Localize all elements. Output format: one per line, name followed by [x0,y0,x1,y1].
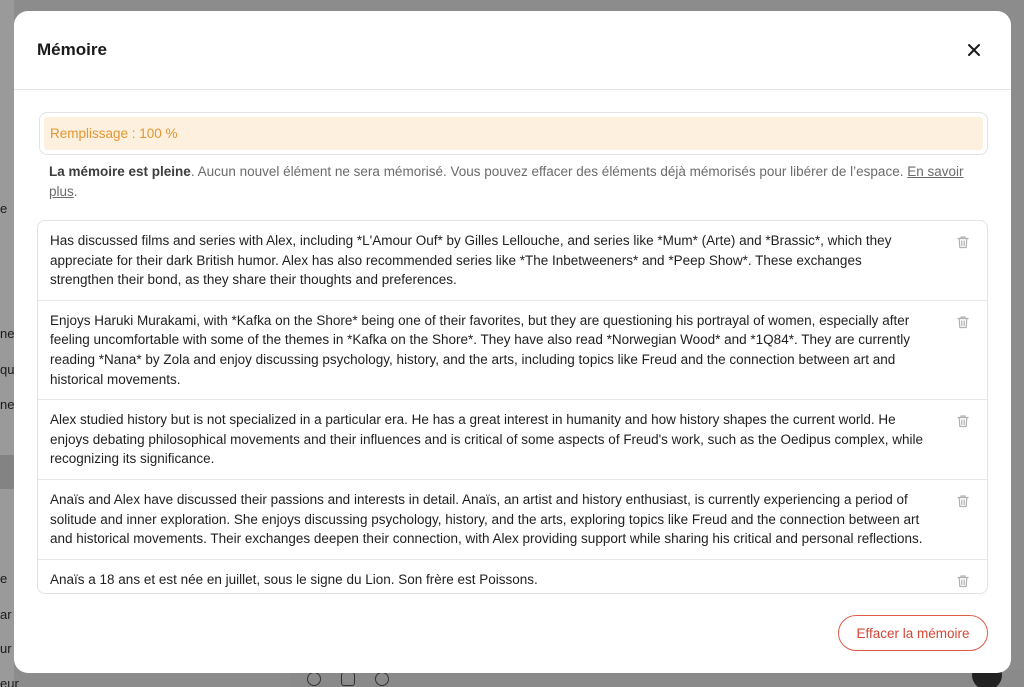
memory-item [38,400,987,480]
background-text: eur [0,676,19,687]
memory-text: Anaïs and Alex have discussed their passions and interests in detail. Anaïs, an artist and history enthusiast, is currently experiencing a period of solitude and inner exploration. She enjoys discussing psychology, history, and the arts, exploring topics like Freud and the connection between art and historical movements. Their exchanges deepen their connection, with Alex providing support while sharing his critical and personal reflections. [50,491,923,547]
clear-memory-button[interactable]: Effacer la mémoire [838,615,988,651]
trash-icon [956,235,970,249]
notice-end: . [73,184,78,199]
trash-icon [956,414,970,428]
notice-bold: La mémoire est pleine [49,164,191,179]
background-text: ne [0,397,15,412]
background-text: qu [0,362,15,377]
close-icon [965,41,983,59]
trash-icon [956,494,970,508]
background-text: ar [0,607,12,622]
memory-text: Anaïs a 18 ans et est née en juillet, sous le signe du Lion. Son frère est Poissons. [50,571,538,587]
fill-bar [44,117,983,150]
background-globe-icon [375,672,389,686]
memory-text: Enjoys Haruki Murakami, with *Kafka on the Shore* being one of their favorites, but they are questioning his portrayal of women, especially after feeling uncomfortable with some of the themes in *Kafka on the Shore*. They have also read *Norwegian Wood* and *1Q84*. They are currently reading *Nana* by Zola and enjoy discussing psychology, history, and the arts, including topics like Freud and the connection between art and historical movements. [50,312,910,387]
fill-label: Remplissage : 100 % [50,126,178,141]
fill-indicator [39,112,988,155]
dialog-title: Mémoire [37,40,107,59]
background-text: ne [0,326,15,341]
delete-memory-button[interactable] [956,315,970,329]
delete-memory-button[interactable] [956,235,970,249]
close-button[interactable] [965,41,983,59]
delete-memory-button[interactable] [956,494,970,508]
background-icon [307,672,321,686]
trash-icon [956,574,970,588]
notice-text: . Aucun nouvel élément ne sera mémorisé. Vous pouvez effacer des éléments déjà mémorisés pour libérer de l’espace. [190,164,908,179]
memory-item [38,560,987,594]
memory-list[interactable] [37,220,988,594]
background-icon [341,672,355,686]
memory-item [38,301,987,400]
memory-dialog [14,11,1011,673]
memory-full-notice [49,162,969,202]
background-text: e [0,571,8,586]
learn-more-link[interactable]: En savoir plus [49,164,964,199]
delete-memory-button[interactable] [956,574,970,588]
trash-icon [956,315,970,329]
memory-text: Has discussed films and series with Alex, including *L'Amour Ouf* by Gilles Lellouche, and series like *Mum* (Arte) and *Brassic*, which they appreciate for their dark British humor. Alex has also recommended series like *The Inbetweeners* and *Peep Show*. These exchanges strengthen their bond, as they share their thoughts and preferences. [50,233,892,288]
background-text: ur [0,641,12,656]
background-sidebar-highlight [0,455,14,489]
memory-text: Alex studied history but is not specialized in a particular era. He has a great interest in humanity and how history shapes the current world. He enjoys debating philosophical movements and their influences and is critical of some aspects of Freud's work, such as the Oedipus complex, while recognizing its significance. [50,412,924,467]
memory-item [38,480,987,560]
delete-memory-button[interactable] [956,414,970,428]
memory-item [38,221,987,301]
background-text: e [0,201,8,216]
dialog-header [14,11,1011,90]
